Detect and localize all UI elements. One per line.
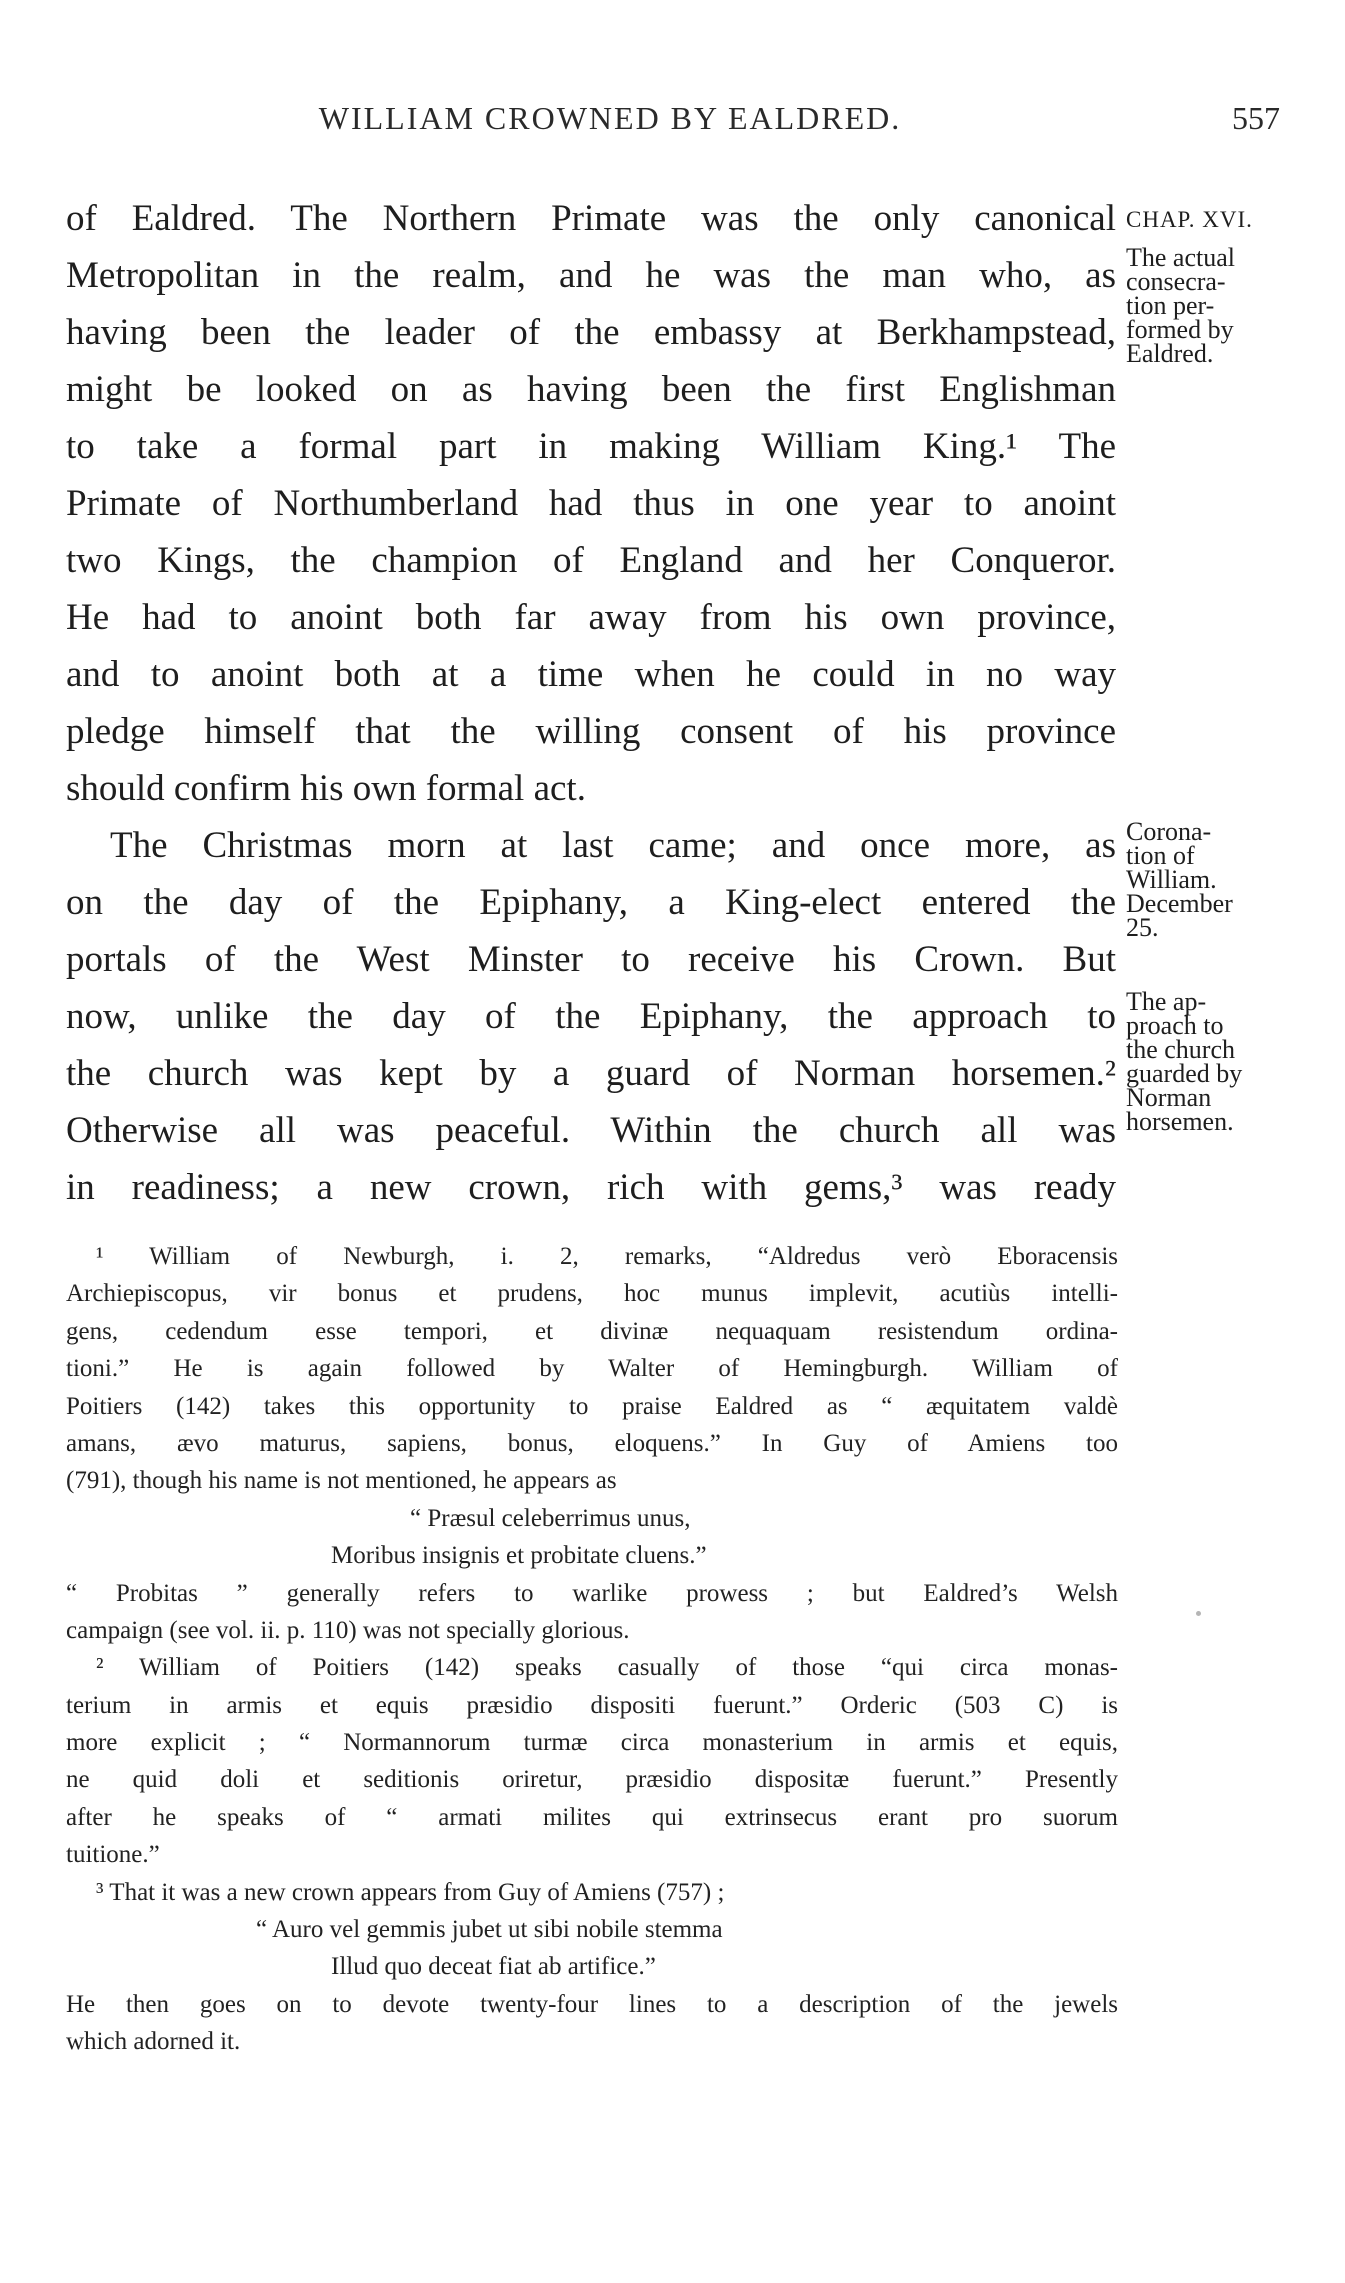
text-line: the church was kept by a guard of Norman horsemen.² bbox=[66, 1053, 1116, 1094]
footnotes bbox=[66, 1238, 1118, 2061]
running-title: WILLIAM CROWNED BY EALDRED. bbox=[318, 100, 902, 136]
margin-line: the church bbox=[1126, 1035, 1236, 1064]
text-line: two Kings, the champion of England and her Conqueror. bbox=[66, 540, 1116, 581]
footnote-line: campaign (see vol. ii. p. 110) was not specially glorious. bbox=[66, 1616, 630, 1644]
margin-line: guarded by bbox=[1126, 1059, 1243, 1088]
footnote-line: amans, ævo maturus, sapiens, bonus, eloquens.” In Guy of Amiens too bbox=[66, 1429, 1118, 1457]
footnote-line: ² William of Poitiers (142) speaks casually of those “qui circa monas- bbox=[96, 1654, 1118, 1682]
margin-line: horsemen. bbox=[1126, 1107, 1234, 1136]
footnote-verse-line: Illud quo deceat fiat ab artifice.” bbox=[331, 1953, 656, 1981]
text-line: in readiness; a new crown, rich with gems,³ was ready bbox=[66, 1167, 1116, 1208]
margin-line: The ap- bbox=[1126, 987, 1207, 1016]
text-line: of Ealdred. The Northern Primate was the only canonical bbox=[66, 198, 1116, 239]
text-line: having been the leader of the embassy at Berkhampstead, bbox=[66, 312, 1116, 353]
margin-note-approach bbox=[1126, 987, 1291, 1136]
footnote-line: ¹ William of Newburgh, i. 2, remarks, “Aldredus verò Eboracensis bbox=[96, 1243, 1118, 1270]
footnote-line: ³ That it was a new crown appears from Guy of Amiens (757) ; bbox=[96, 1878, 725, 1906]
text-line: pledge himself that the willing consent of his province bbox=[66, 711, 1116, 752]
text-line: might be looked on as having been the first Englishman bbox=[66, 369, 1116, 410]
footnote-line: tioni.” He is again followed by Walter of Hemingburgh. William of bbox=[66, 1355, 1118, 1383]
text-line: He had to anoint both far away from his own province, bbox=[66, 597, 1116, 638]
text-line: now, unlike the day of the Epiphany, the approach to bbox=[66, 996, 1116, 1037]
text-line: to take a formal part in making William King.¹ The bbox=[66, 426, 1116, 467]
margin-line: Ealdred. bbox=[1126, 339, 1214, 368]
margin-line: 25. bbox=[1126, 913, 1159, 942]
text-line: portals of the West Minster to receive his Crown. But bbox=[66, 939, 1116, 980]
footnote-line: tuitione.” bbox=[66, 1841, 160, 1869]
page-number: 557 bbox=[1232, 100, 1280, 136]
footnote-line: more explicit ; “ Normannorum turmæ circa monasterium in armis et equis, bbox=[66, 1729, 1118, 1757]
margin-line: tion of bbox=[1126, 841, 1195, 870]
margin-line: proach to bbox=[1126, 1011, 1224, 1040]
text-line: Metropolitan in the realm, and he was the man who, as bbox=[66, 255, 1116, 296]
text-line: Primate of Northumberland had thus in one year to anoint bbox=[66, 483, 1116, 524]
footnote-verse-line: Moribus insignis et probitate cluens.” bbox=[331, 1542, 707, 1570]
footnote-line: “ Probitas ” generally refers to warlike prowess ; but Ealdred’s Welsh bbox=[66, 1579, 1118, 1607]
footnote-line: Archiepiscopus, vir bonus et prudens, hoc munus implevit, acutiùs intelli- bbox=[66, 1280, 1118, 1308]
main-text bbox=[66, 190, 1116, 1216]
text-line: Otherwise all was peaceful. Within the church all was bbox=[66, 1110, 1116, 1151]
running-header bbox=[60, 100, 1280, 150]
margin-line: formed by bbox=[1126, 315, 1234, 344]
footnote-line: after he speaks of “ armati milites qui extrinsecus erant pro suorum bbox=[66, 1803, 1118, 1831]
footnote-line: (791), though his name is not mentioned, he appears as bbox=[66, 1467, 617, 1495]
print-speck bbox=[1196, 1611, 1201, 1616]
footnote-verse-line: “ Auro vel gemmis jubet ut sibi nobile stemma bbox=[256, 1916, 723, 1944]
margin-line: Corona- bbox=[1126, 817, 1212, 846]
margin-line: The actual bbox=[1126, 243, 1235, 272]
margin-line: December bbox=[1126, 889, 1233, 918]
footnote-line: terium in armis et equis præsidio dispositi fuerunt.” Orderic (503 C) is bbox=[66, 1691, 1118, 1719]
footnote-line: He then goes on to devote twenty-four lines to a description of the jewels bbox=[66, 1990, 1118, 2018]
margin-note-consecration bbox=[1126, 243, 1291, 368]
margin-note-coronation bbox=[1126, 817, 1291, 942]
margin-line: consecra- bbox=[1126, 267, 1226, 296]
footnote-line: ne quid doli et seditionis oriretur, præsidio dispositæ fuerunt.” Presently bbox=[66, 1766, 1118, 1794]
footnote-verse-line: “ Præsul celeberrimus unus, bbox=[410, 1504, 691, 1532]
text-line: on the day of the Epiphany, a King-elect entered the bbox=[66, 882, 1116, 923]
margin-line: CHAP. XVI. bbox=[1126, 207, 1253, 232]
footnote-line: Poitiers (142) takes this opportunity to praise Ealdred as “ æquitatem valdè bbox=[66, 1392, 1118, 1420]
margin-line: William. bbox=[1126, 865, 1217, 894]
text-line: The Christmas morn at last came; and once more, as bbox=[110, 825, 1116, 866]
text-line: and to anoint both at a time when he could in no way bbox=[66, 654, 1116, 695]
text-line: should confirm his own formal act. bbox=[66, 768, 586, 809]
footnote-line: gens, cedendum esse tempori, et divinæ nequaquam resistendum ordina- bbox=[66, 1317, 1118, 1345]
margin-line: Norman bbox=[1126, 1083, 1212, 1112]
margin-note-chapter bbox=[1126, 208, 1291, 232]
margin-line: tion per- bbox=[1126, 291, 1215, 320]
footnote-line: which adorned it. bbox=[66, 2028, 241, 2056]
